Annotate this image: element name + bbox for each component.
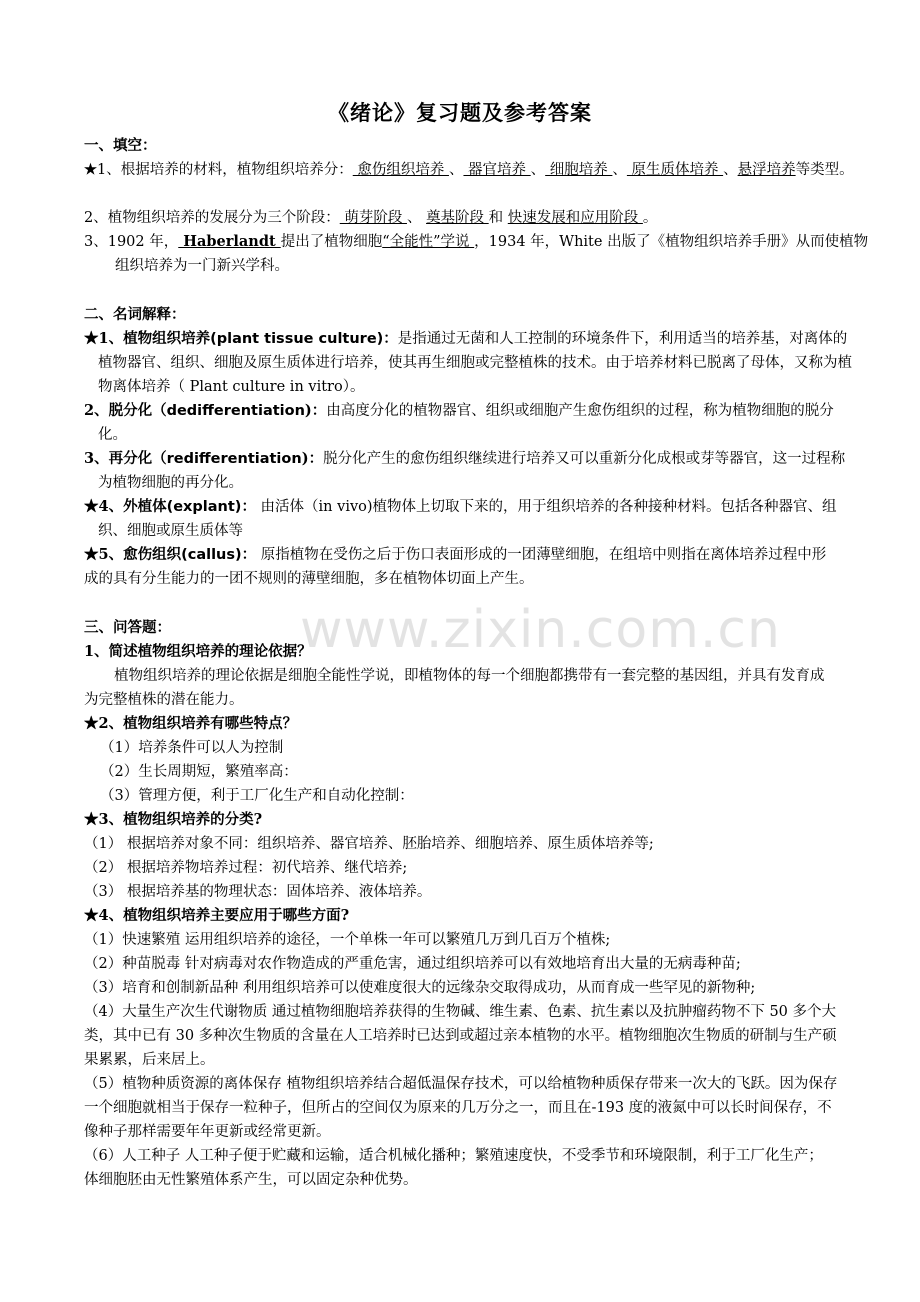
question-3-item: （3） 根据培养基的物理状态：固体培养、液体培养。 — [84, 884, 432, 900]
definition-5-label: 5、愈伤组织 — [98, 546, 182, 563]
definition-3-label: 3、再分化（ — [84, 450, 167, 467]
question-4-item: （2）种苗脱毒 针对病毒对农作物造成的严重危害，通过组织培养可以有效地培育出大量的无病毒种苗; — [84, 956, 741, 972]
fill-question-3 — [84, 230, 869, 278]
question-4-item: （5）植物种质资源的离体保存 植物组织培养结合超低温保存技术，可以给植物种质保存带来一次大的飞跃。因为保存一个细胞就相当于保存一粒种子，但所占的空间仅为原来的几万分之一，而且在-193 度的液氮中可以长时间保存，不像种子那样需要年年更新或经常更新。 — [84, 1076, 838, 1140]
question-4-label — [84, 904, 838, 928]
colon: )： — [304, 402, 327, 419]
definition-3-term: redifferentiation — [166, 451, 302, 467]
fill-q1-tail: 等类型。 — [795, 162, 854, 178]
star-icon: ★ — [84, 161, 97, 178]
question-3-item: （2） 根据培养物培养过程：初代培养、继代培养; — [84, 860, 408, 876]
fill-question-1 — [84, 158, 869, 182]
fill-q1-answer-1: 愈伤组织培养 — [352, 162, 449, 178]
definition-1-term: (plant tissue culture) — [210, 331, 384, 347]
question-1-answer: 植物组织培养的理论依据是细胞全能性学说，即植物体的每一个细胞都携带有一套完整的基因组，并具有发育成为完整植株的潜在能力。 — [84, 668, 825, 708]
question-2-label — [84, 712, 838, 736]
definition-4-label: 4、外植体 — [98, 498, 167, 515]
fill-q1-answer-5: 悬浮培养 — [737, 162, 796, 178]
definition-2-label: 2、脱分化（ — [84, 402, 167, 419]
star-icon: ★ — [84, 811, 99, 828]
definition-3-text: 脱分化产生的愈伤组织继续进行培养又可以重新分化成根或芽等器官，这一过程称为植物细胞的再分化。 — [98, 451, 846, 491]
separator: 、 — [448, 162, 464, 178]
definition-2 — [84, 399, 852, 447]
fill-q2-answer-2: 奠基阶段 — [426, 210, 489, 226]
question-3-title: 3、植物组织培养的分类? — [98, 811, 263, 828]
fill-q1-answer-3: 细胞培养 — [545, 162, 613, 178]
question-4-item: （3）培育和创制新品种 利用组织培养可以使难度很大的远缘杂交取得成功，从而育成一些罕见的新物种; — [84, 980, 756, 996]
star-icon: ★ — [84, 546, 99, 563]
colon: ： — [241, 546, 257, 563]
definition-4-text: 由活体（in vivo)植物体上切取下来的，用于组织培养的各种接种材料。包括各种器官、组织、细胞或原生质体等 — [98, 499, 837, 539]
fill-q1-text: 1、根据培养的材料，植物组织培养分： — [97, 162, 353, 178]
definition-1 — [84, 327, 852, 399]
star-icon: ★ — [84, 907, 99, 924]
fill-q1-answer-2: 器官培养 — [463, 162, 531, 178]
question-4-item: （1）快速繁殖 运用组织培养的途径，一个单株一年可以繁殖几万到几百万个植株; — [84, 932, 611, 948]
fill-q2-answer-1: 萌芽阶段 — [339, 210, 407, 226]
fill-q1-answer-4: 原生质体培养 — [626, 162, 724, 178]
fill-q2-answer-3: 快速发展和应用阶段 — [507, 210, 643, 226]
question-2-item: （2）生长周期短，繁殖率高： — [100, 764, 298, 780]
question-4-item: （6）人工种子 人工种子便于贮藏和运输，适合机械化播种；繁殖速度快，不受季节和环境限制，利于工厂化生产； 体细胞胚由无性繁殖体系产生，可以固定杂种优势。 — [84, 1148, 823, 1188]
fill-q3-text-2: 提出了植物细胞 — [280, 234, 383, 250]
question-1-label: 1、简述植物组织培养的理论依据？ — [84, 643, 312, 660]
separator: 、 — [530, 162, 546, 178]
section-2-heading: 二、名词解释： — [84, 306, 186, 323]
colon: ： — [241, 498, 256, 515]
definition-5-text: 原指植物在受伤之后于伤口表面形成的一团薄壁细胞，在组培中则指在离体培养过程中形成的具有分生能力的一团不规则的薄壁细胞，多在植物体切面上产生。 — [84, 547, 827, 587]
fill-q3-answer-1: Haberlandt — [178, 233, 281, 250]
fill-q2-tail: 。 — [642, 210, 658, 226]
separator: 和 — [488, 210, 508, 226]
question-4-item: （4）大量生产次生代谢物质 通过植物细胞培养获得的生物碱、维生素、色素、抗生素以及抗肿瘤药物不下 50 多个大类，其中已有 30 多种次生物质的含量在人工培养时已达到或超过亲本植物的水平。植物细胞次生物质的研制与生产硕果累累，后来居上。 — [84, 1004, 837, 1068]
question-3-item: （1） 根据培养对象不同：组织培养、器官培养、胚胎培养、细胞培养、原生质体培养等; — [84, 836, 654, 852]
definition-3 — [84, 447, 852, 495]
watermark: www.zixin.com.cn — [300, 600, 781, 660]
fill-q3-text: 3、1902 年， — [84, 234, 179, 250]
section-3-heading: 三、问答题： — [84, 619, 171, 636]
fill-q3-answer-2: “全能性”学说 — [382, 234, 475, 250]
colon: ： — [383, 330, 398, 347]
separator: 、 — [612, 162, 627, 178]
page-title: 《绪论》复习题及参考答案 — [328, 100, 592, 125]
colon: )： — [301, 450, 324, 467]
fill-question-2 — [84, 206, 838, 230]
section-1-heading: 一、填空： — [84, 137, 157, 154]
fill-q2-text: 2、植物组织培养的发展分为三个阶段： — [84, 210, 340, 226]
separator: 、 — [406, 210, 427, 226]
star-icon: ★ — [84, 715, 99, 732]
separator: 、 — [723, 162, 738, 178]
fill-q3-text-3: ，1934 年，White 出版了《植物组织培养手册》从而使植物组织培养为一门新兴学科。 — [115, 234, 869, 274]
definition-5-term: (callus) — [181, 547, 242, 563]
star-icon: ★ — [84, 330, 99, 347]
definition-5 — [84, 543, 838, 591]
definition-2-term: dedifferentiation — [166, 403, 305, 419]
question-2-title: 2、植物组织培养有哪些特点？ — [98, 715, 298, 732]
star-icon: ★ — [84, 498, 99, 515]
question-3-label — [84, 808, 838, 832]
definition-1-label: 1、植物组织培养 — [98, 330, 211, 347]
definition-1-text: 是指通过无菌和人工控制的环境条件下，利用适当的培养基，对离体的植物器官、组织、细胞及原生质体进行培养，使其再生细胞或完整植株的技术。由于培养材料已脱离了母体，又称为植物离体培养（ Plant culture in vitro）。 — [98, 331, 852, 395]
definition-2-text: 由高度分化的植物器官、组织或细胞产生愈伤组织的过程，称为植物细胞的脱分化。 — [98, 403, 834, 443]
question-2-item: （3）管理方便，利于工厂化生产和自动化控制： — [100, 788, 414, 804]
question-4-title: 4、植物组织培养主要应用于哪些方面? — [98, 907, 350, 924]
definition-4-term: (explant) — [166, 499, 242, 515]
definition-4 — [84, 495, 852, 543]
question-2-item: （1）培养条件可以人为控制 — [100, 740, 284, 756]
